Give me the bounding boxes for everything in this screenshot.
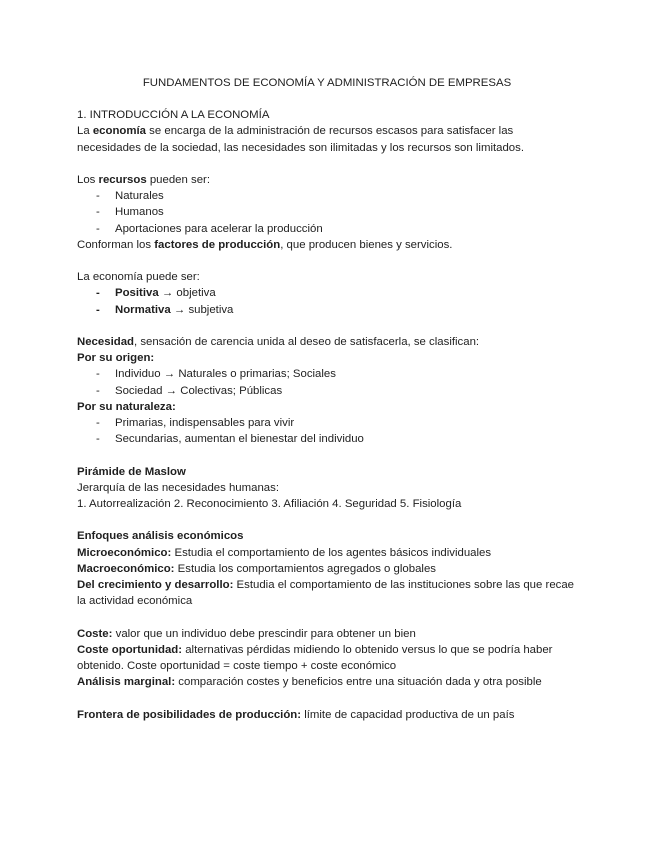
enfoque-micro [77,545,577,561]
necesidad-lead [77,334,577,350]
factores-c: , que producen bienes y servicios. [280,238,453,251]
enfoque-micro-label: Microeconómico: [77,546,172,559]
frontera-label: Frontera de posibilidades de producción: [77,708,302,721]
origen-label-text: Por su origen: [77,352,155,365]
factores-line [77,237,577,253]
economia-tipos-list [77,285,577,317]
coste-def [77,626,577,642]
list-item [77,221,577,237]
maslow-line-1: Jerarquía de las necesidades humanas: [77,481,279,494]
dash-bullet: - [96,384,100,397]
enfoque-crecimiento-text: Estudia el comportamiento de las instituciones sobre las que recae la actividad económica [77,579,575,608]
analisis-marginal-def [77,674,577,690]
list-item-term: Positiva [115,287,159,300]
list-item-text: Individuo → Naturales o primarias; Sociales [115,368,336,381]
coste-oportunidad-label: Coste oportunidad: [77,643,183,656]
list-item [77,366,577,382]
list-item [77,383,577,399]
analisis-marginal-text: comparación costes y beneficios entre una situación dada y otra posible [175,676,542,689]
maslow-heading-text: Pirámide de Maslow [77,465,186,478]
section-heading-intro: 1. INTRODUCCIÓN A LA ECONOMÍA [77,109,270,122]
enfoque-crecimiento [77,577,577,609]
recursos-lead [77,172,577,188]
list-item [77,415,577,431]
enfoque-macro [77,561,577,577]
enfoque-macro-label: Macroeconómico: [77,562,175,575]
list-item-text: Naturales [115,190,164,203]
origen-label [77,350,577,366]
intro-term-economia: economía [92,125,147,138]
factores-term: factores de producción [154,238,281,251]
list-item-text: Aportaciones para acelerar la producción [115,222,323,235]
naturaleza-label-text: Por su naturaleza: [77,400,176,413]
list-item-text: Sociedad → Colectivas; Públicas [115,384,283,397]
dash-bullet: - [96,417,100,430]
intro-text-a: La [77,125,93,138]
intro-text-c: se encarga de la administración de recursos escasos para satisfacer las necesidades de la sociedad, las necesidades son ilimitadas y los recursos son limitados. [77,125,525,154]
list-item-text: → subjetiva [170,303,234,316]
list-item-text: Secundarias, aumentan el bienestar del individuo [115,433,364,446]
dash-bullet: - [96,206,100,219]
coste-label: Coste: [77,627,113,640]
recursos-lead-c: pueden ser: [146,174,210,186]
recursos-lead-a: Los [77,174,99,186]
enfoques-heading [77,528,577,544]
frontera-text: límite de capacidad productiva de un país [301,708,515,721]
dash-bullet: - [96,368,100,381]
recursos-list [77,188,577,237]
list-item-term: Normativa [115,303,171,316]
enfoque-macro-text: Estudia los comportamientos agregados o globales [174,562,436,575]
list-item-text: Humanos [115,206,164,219]
factores-a: Conforman los [77,238,155,251]
list-item [77,302,577,318]
coste-oportunidad-text: alternativas pérdidas midiendo lo obtenido versus lo que se podría haber obtenido. Coste oportunidad = coste tiempo + coste económico [77,643,553,673]
coste-text: valor que un individuo debe prescindir para obtener un bien [112,627,416,640]
dash-bullet: - [96,287,100,300]
enfoque-crecimiento-label: Del crecimiento y desarrollo: [77,579,234,592]
necesidad-text: , sensación de carencia unida al deseo de satisfacerla, se clasifican: [133,336,480,348]
maslow-heading [77,464,577,480]
coste-oportunidad-def [77,642,577,674]
origen-list [77,366,577,398]
intro-paragraph [77,123,577,155]
analisis-marginal-label: Análisis marginal: [77,676,176,689]
document-title: FUNDAMENTOS DE ECONOMÍA Y ADMINISTRACIÓN DE EMPRESAS [142,77,512,89]
list-item [77,188,577,204]
economia-tipos-lead: La economía puede ser: [77,271,200,284]
naturaleza-list [77,415,577,447]
document-page [77,75,577,723]
enfoque-micro-text: Estudia el comportamiento de los agentes básicos individuales [171,546,492,559]
recursos-term: recursos [98,174,147,186]
necesidad-term: Necesidad [77,336,134,348]
dash-bullet: - [96,222,100,235]
dash-bullet: - [96,303,100,316]
list-item-text: → objetiva [158,287,216,300]
dash-bullet: - [96,433,100,446]
list-item [77,204,577,220]
dash-bullet: - [96,190,100,203]
maslow-line-2: 1. Autorrealización 2. Reconocimiento 3. Afiliación 4. Seguridad 5. Fisiología [77,498,462,511]
naturaleza-label [77,399,577,415]
list-item [77,431,577,447]
frontera-def [77,707,577,723]
enfoques-heading-text: Enfoques análisis económicos [77,530,244,543]
list-item [77,285,577,301]
list-item-text: Primarias, indispensables para vivir [115,417,295,430]
